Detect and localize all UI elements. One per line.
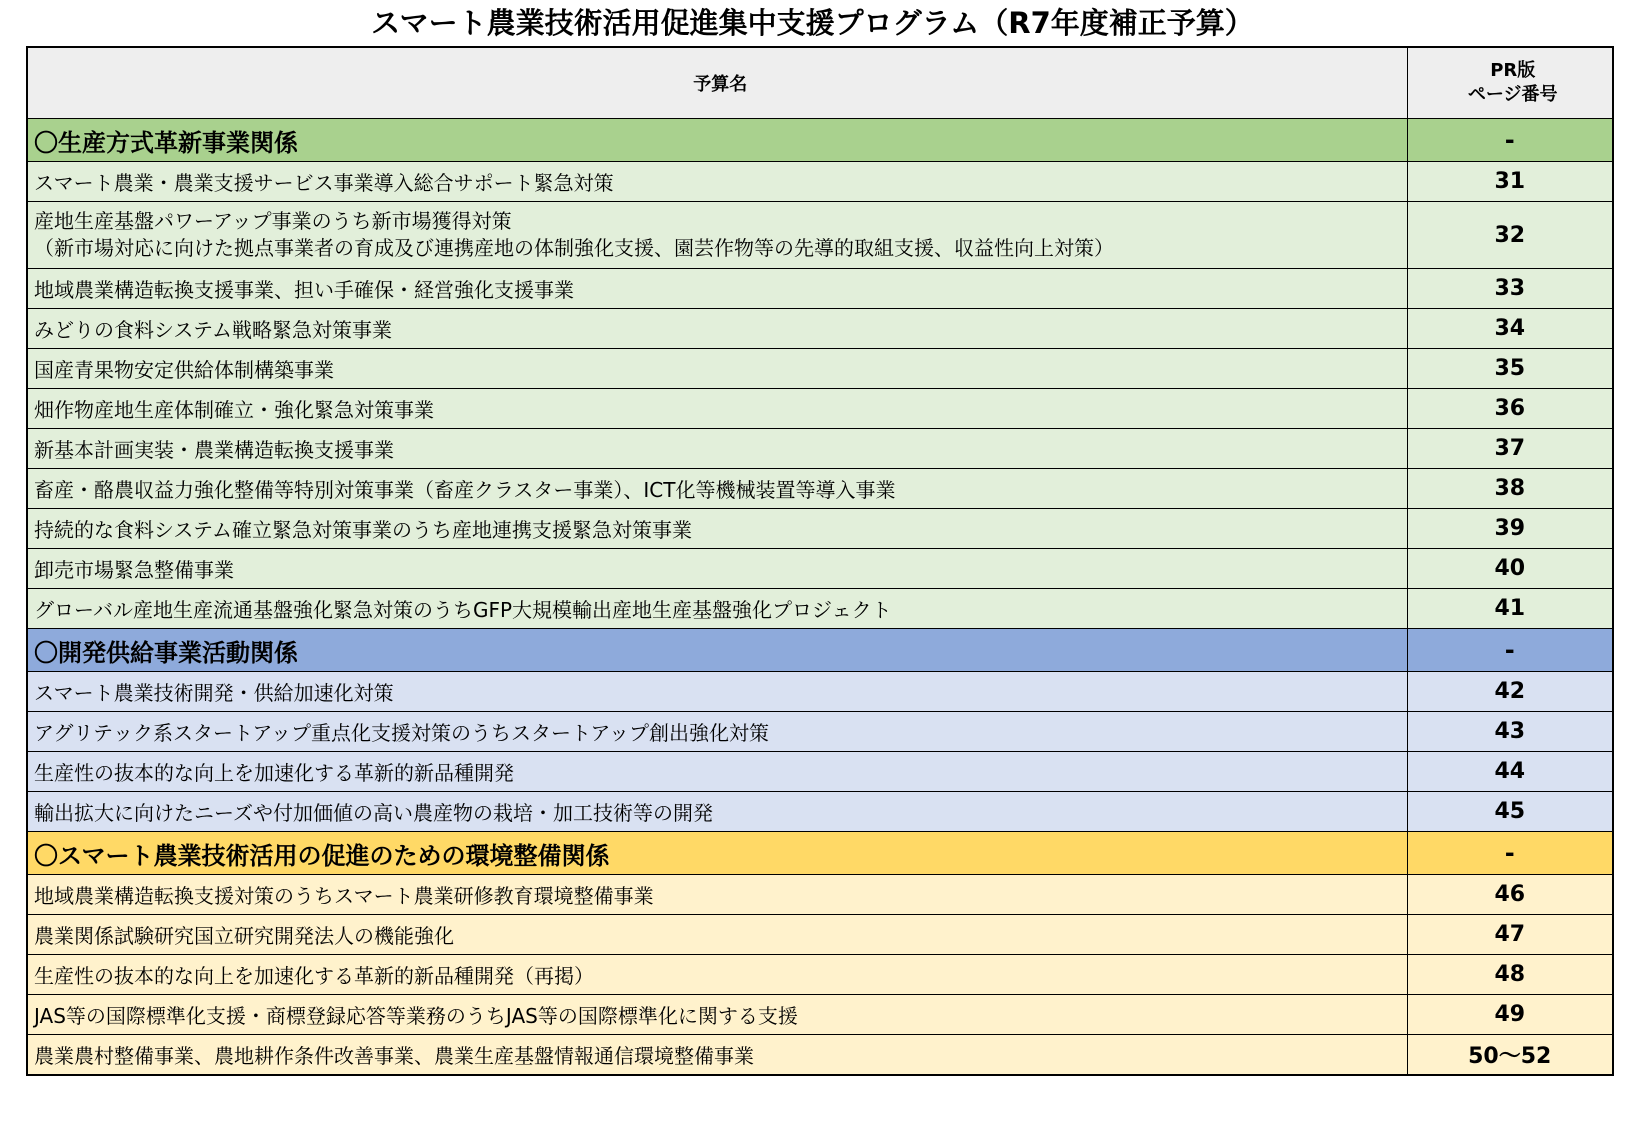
page-number-cell: 40: [1407, 549, 1613, 589]
budget-name-header: 予算名: [27, 47, 1407, 119]
page-header-line2: ページ番号: [1467, 84, 1558, 105]
budget-name-cell: [27, 752, 1407, 792]
budget-name-detail: （新市場対応に向けた拠点事業者の育成及び連携産地の体制強化支援、園芸作物等の先導的取組支援、収益性向上対策）: [34, 236, 1114, 260]
budget-name: アグリテック系スタートアップ重点化支援対策のうちスタートアップ創出強化対策: [34, 721, 769, 745]
budget-name: スマート農業・農業支援サービス事業導入総合サポート緊急対策: [34, 171, 614, 195]
page-number-cell: 44: [1407, 752, 1613, 792]
budget-name-cell: [27, 509, 1407, 549]
page-number-cell: 33: [1407, 269, 1613, 309]
page-number-cell: 46: [1407, 875, 1613, 915]
budget-name-cell: [27, 162, 1407, 202]
table-row: [27, 549, 1613, 589]
budget-name-cell: [27, 915, 1407, 955]
table-header-row: [27, 47, 1613, 119]
budget-name-cell: [27, 792, 1407, 832]
budget-name: 生産性の抜本的な向上を加速化する革新的新品種開発: [34, 761, 514, 785]
section-row: [27, 832, 1613, 875]
page-number-cell: 34: [1407, 309, 1613, 349]
table-row: [27, 752, 1613, 792]
page-number-cell: 36: [1407, 389, 1613, 429]
table-row: [27, 162, 1613, 202]
table-row: [27, 875, 1613, 915]
section-heading: 〇スマート農業技術活用の促進のための環境整備関係: [27, 832, 1407, 875]
section-row: [27, 119, 1613, 162]
page-number-cell: 31: [1407, 162, 1613, 202]
page-number-cell: 45: [1407, 792, 1613, 832]
budget-name-cell: [27, 309, 1407, 349]
budget-name: 畑作物産地生産体制確立・強化緊急対策事業: [34, 398, 434, 422]
table-row: [27, 955, 1613, 995]
table-row: [27, 712, 1613, 752]
budget-name-cell: [27, 995, 1407, 1035]
page-number-cell: 37: [1407, 429, 1613, 469]
budget-name: 地域農業構造転換支援事業、担い手確保・経営強化支援事業: [34, 278, 574, 302]
table-row: [27, 995, 1613, 1035]
budget-name-cell: [27, 712, 1407, 752]
budget-name-cell: [27, 549, 1407, 589]
budget-name: 国産青果物安定供給体制構築事業: [34, 358, 334, 382]
page-number-cell: 49: [1407, 995, 1613, 1035]
budget-name-cell: [27, 389, 1407, 429]
budget-name-cell: [27, 469, 1407, 509]
budget-name: 産地生産基盤パワーアップ事業のうち新市場獲得対策: [34, 209, 512, 233]
table-body: [27, 119, 1613, 1076]
budget-name: みどりの食料システム戦略緊急対策事業: [34, 318, 392, 342]
page-number-cell: 39: [1407, 509, 1613, 549]
table-row: [27, 309, 1613, 349]
section-row: [27, 629, 1613, 672]
budget-name: 輸出拡大に向けたニーズや付加価値の高い農産物の栽培・加工技術等の開発: [34, 801, 713, 825]
table-row: [27, 1035, 1613, 1076]
section-page: -: [1407, 832, 1613, 875]
page-number-cell: 43: [1407, 712, 1613, 752]
page-number-cell: 35: [1407, 349, 1613, 389]
table-row: [27, 509, 1613, 549]
page-number-cell: 47: [1407, 915, 1613, 955]
budget-name: 生産性の抜本的な向上を加速化する革新的新品種開発（再掲）: [34, 964, 594, 988]
budget-name: 農業農村整備事業、農地耕作条件改善事業、農業生産基盤情報通信環境整備事業: [34, 1044, 754, 1068]
budget-name: 地域農業構造転換支援対策のうちスマート農業研修教育環境整備事業: [34, 884, 654, 908]
table-row: [27, 429, 1613, 469]
section-heading: 〇開発供給事業活動関係: [27, 629, 1407, 672]
section-heading: 〇生産方式革新事業関係: [27, 119, 1407, 162]
budget-name-cell: [27, 202, 1407, 269]
budget-name-cell: [27, 349, 1407, 389]
budget-name: グローバル産地生産流通基盤強化緊急対策のうちGFP大規模輸出産地生産基盤強化プロジェクト: [34, 598, 892, 622]
page-number-cell: 48: [1407, 955, 1613, 995]
page-number-cell: 41: [1407, 589, 1613, 629]
page-title: スマート農業技術活用促進集中支援プログラム（R7年度補正予算）: [371, 6, 1254, 40]
budget-name-cell: [27, 955, 1407, 995]
table-row: [27, 589, 1613, 629]
page-number-header: [1407, 47, 1613, 119]
budget-name: 卸売市場緊急整備事業: [34, 558, 234, 582]
page-number-cell: 50～52: [1407, 1035, 1613, 1076]
page-number-cell: 42: [1407, 672, 1613, 712]
table-row: [27, 389, 1613, 429]
budget-name: スマート農業技術開発・供給加速化対策: [34, 681, 394, 705]
budget-name-cell: [27, 672, 1407, 712]
table-row: [27, 672, 1613, 712]
budget-name: 畜産・酪農収益力強化整備等特別対策事業（畜産クラスター事業）、ICT化等機械装置等導入事業: [34, 478, 896, 502]
table-row: [27, 915, 1613, 955]
page-number-cell: 38: [1407, 469, 1613, 509]
table-row: [27, 269, 1613, 309]
page-header-line1: PR版: [1490, 60, 1536, 81]
budget-name: 農業関係試験研究国立研究開発法人の機能強化: [34, 924, 454, 948]
table-row: [27, 349, 1613, 389]
budget-table: [26, 46, 1614, 1076]
budget-name-cell: [27, 429, 1407, 469]
table-row: [27, 202, 1613, 269]
section-page: -: [1407, 119, 1613, 162]
budget-name-cell: [27, 1035, 1407, 1076]
budget-name-cell: [27, 875, 1407, 915]
budget-name: JAS等の国際標準化支援・商標登録応答等業務のうちJAS等の国際標準化に関する支援: [34, 1004, 798, 1028]
table-row: [27, 469, 1613, 509]
budget-name-cell: [27, 589, 1407, 629]
budget-name: 持続的な食料システム確立緊急対策事業のうち産地連携支援緊急対策事業: [34, 518, 692, 542]
table-row: [27, 792, 1613, 832]
page-number-cell: 32: [1407, 202, 1613, 269]
section-page: -: [1407, 629, 1613, 672]
budget-name: 新基本計画実装・農業構造転換支援事業: [34, 438, 394, 462]
budget-name-cell: [27, 269, 1407, 309]
